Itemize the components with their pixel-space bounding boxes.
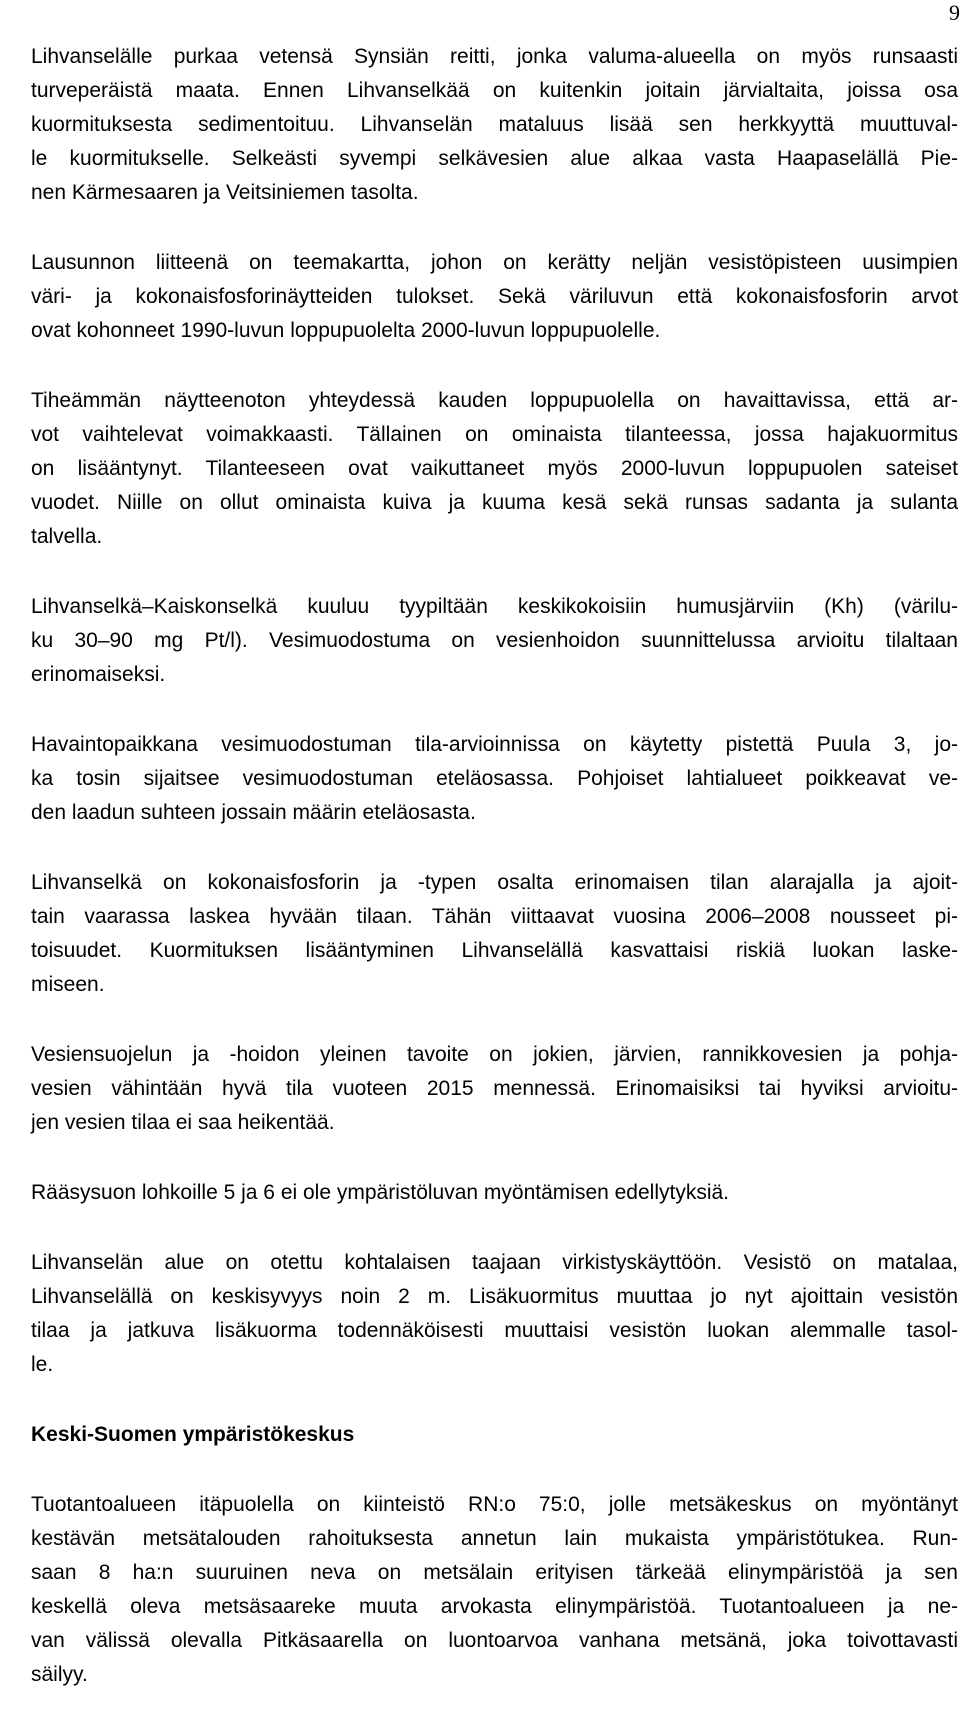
text-line: turveperäistä maata. Ennen Lihvanselkää on kuitenkin joitain järvialtaita, joissa osa — [31, 79, 958, 102]
paragraph — [31, 1246, 958, 1382]
text-line: on lisääntynyt. Tilanteeseen ovat vaikuttaneet myös 2000-luvun loppupuolen sateiset — [31, 457, 958, 480]
text-line: ku 30–90 mg Pt/l). Vesimuodostuma on vesienhoidon suunnittelussa arvioitu tilaltaan — [31, 629, 958, 652]
text-line: le. — [31, 1353, 54, 1376]
text-line: ka tosin sijaitsee vesimuodostuman eteläosassa. Pohjoiset lahtialueet poikkeavat ve- — [31, 767, 958, 790]
text-line: tain vaarassa laskea hyvään tilaan. Tähän viittaavat vuosina 2006–2008 nousseet pi- — [31, 905, 958, 928]
page-number: 9 — [949, 0, 960, 25]
text-line: keskellä oleva metsäsaareke muuta arvokasta elinympäristöä. Tuotantoalueen ja ne- — [31, 1595, 958, 1618]
text-line: Lihvanselkä–Kaiskonselkä kuuluu tyypiltään keskikokoisiin humusjärviin (Kh) (värilu- — [31, 595, 958, 618]
text-line: nen Kärmesaaren ja Veitsiniemen tasolta. — [31, 181, 419, 204]
text-line: Lihvanselän alue on otettu kohtalaisen taajaan virkistyskäyttöön. Vesistö on matalaa, — [31, 1251, 958, 1274]
text-line: Lihvanselälle purkaa vetensä Synsiän reitti, jonka valuma-alueella on myös runsaasti — [31, 45, 958, 68]
text-line: vot vaihtelevat voimakkaasti. Tällainen on ominaista tilanteessa, jossa hajakuormitus — [31, 423, 958, 446]
text-line: kestävän metsätalouden rahoituksesta annetun lain mukaista ympäristötukea. Run- — [31, 1527, 958, 1550]
paragraph — [31, 1176, 958, 1210]
paragraph — [31, 384, 958, 554]
paragraph — [31, 246, 958, 348]
text-line: väri- ja kokonaisfosforinäytteiden tulokset. Sekä väriluvun että kokonaisfosforin arvot — [31, 285, 958, 308]
paragraph — [31, 728, 958, 830]
text-line: Lihvanselällä on keskisyvyys noin 2 m. Lisäkuormitus muuttaa jo nyt ajoittain vesistön — [31, 1285, 958, 1308]
section-heading — [31, 1418, 958, 1452]
text-line: Tuotantoalueen itäpuolella on kiinteistö RN:o 75:0, jolle metsäkeskus on myöntänyt — [31, 1493, 958, 1516]
text-line: Tiheämmän näytteenoton yhteydessä kauden loppupuolella on havaittavissa, että ar- — [31, 389, 958, 412]
text-line: Havaintopaikkana vesimuodostuman tila-arvioinnissa on käytetty pistettä Puula 3, jo- — [31, 733, 958, 756]
text-line: erinomaiseksi. — [31, 663, 166, 686]
text-line: vuodet. Niille on ollut ominaista kuiva ja kuuma kesä sekä runsas sadanta ja sulanta — [31, 491, 958, 514]
text-line: talvella. — [31, 525, 103, 548]
paragraph — [31, 1038, 958, 1140]
paragraph — [31, 590, 958, 692]
text-line: tilaa ja jatkuva lisäkuorma todennäköisesti muuttaisi vesistön luokan alemmalle tasol- — [31, 1319, 958, 1342]
text-line: miseen. — [31, 973, 105, 996]
text-line: vesien vähintään hyvä tila vuoteen 2015 mennessä. Erinomaisiksi tai hyviksi arvioitu- — [31, 1077, 958, 1100]
text-line: ovat kohonneet 1990-luvun loppupuolelta 2000-luvun loppupuolelle. — [31, 319, 661, 342]
text-line: le kuormitukselle. Selkeästi syvempi selkävesien alue alkaa vasta Haapaselällä Pie- — [31, 147, 958, 170]
document-body — [31, 40, 958, 1728]
paragraph — [31, 866, 958, 1002]
text-line: van välissä olevalla Pitkäsaarella on luontoarvoa vanhana metsänä, joka toivottavasti — [31, 1629, 958, 1652]
text-line: Rääsysuon lohkoille 5 ja 6 ei ole ympäristöluvan myöntämisen edellytyksiä. — [31, 1181, 730, 1204]
paragraph — [31, 40, 958, 210]
heading-text: Keski-Suomen ympäristökeskus — [31, 1423, 355, 1446]
text-line: Lihvanselkä on kokonaisfosforin ja -typen osalta erinomaisen tilan alarajalla ja ajoit- — [31, 871, 958, 894]
text-line: den laadun suhteen jossain määrin eteläosasta. — [31, 801, 476, 824]
text-line: toisuudet. Kuormituksen lisääntyminen Lihvanselällä kasvattaisi riskiä luokan laske- — [31, 939, 958, 962]
text-line: Vesiensuojelun ja -hoidon yleinen tavoite on jokien, järvien, rannikkovesien ja pohja- — [31, 1043, 958, 1066]
text-line: jen vesien tilaa ei saa heikentää. — [31, 1111, 335, 1134]
text-line: Lausunnon liitteenä on teemakartta, johon on kerätty neljän vesistöpisteen uusimpien — [31, 251, 958, 274]
text-line: säilyy. — [31, 1663, 88, 1686]
paragraph — [31, 1488, 958, 1692]
text-line: kuormituksesta sedimentoituu. Lihvanselän mataluus lisää sen herkkyyttä muuttuval- — [31, 113, 958, 136]
text-line: saan 8 ha:n suuruinen neva on metsälain erityisen tärkeää elinympäristöä ja sen — [31, 1561, 958, 1584]
